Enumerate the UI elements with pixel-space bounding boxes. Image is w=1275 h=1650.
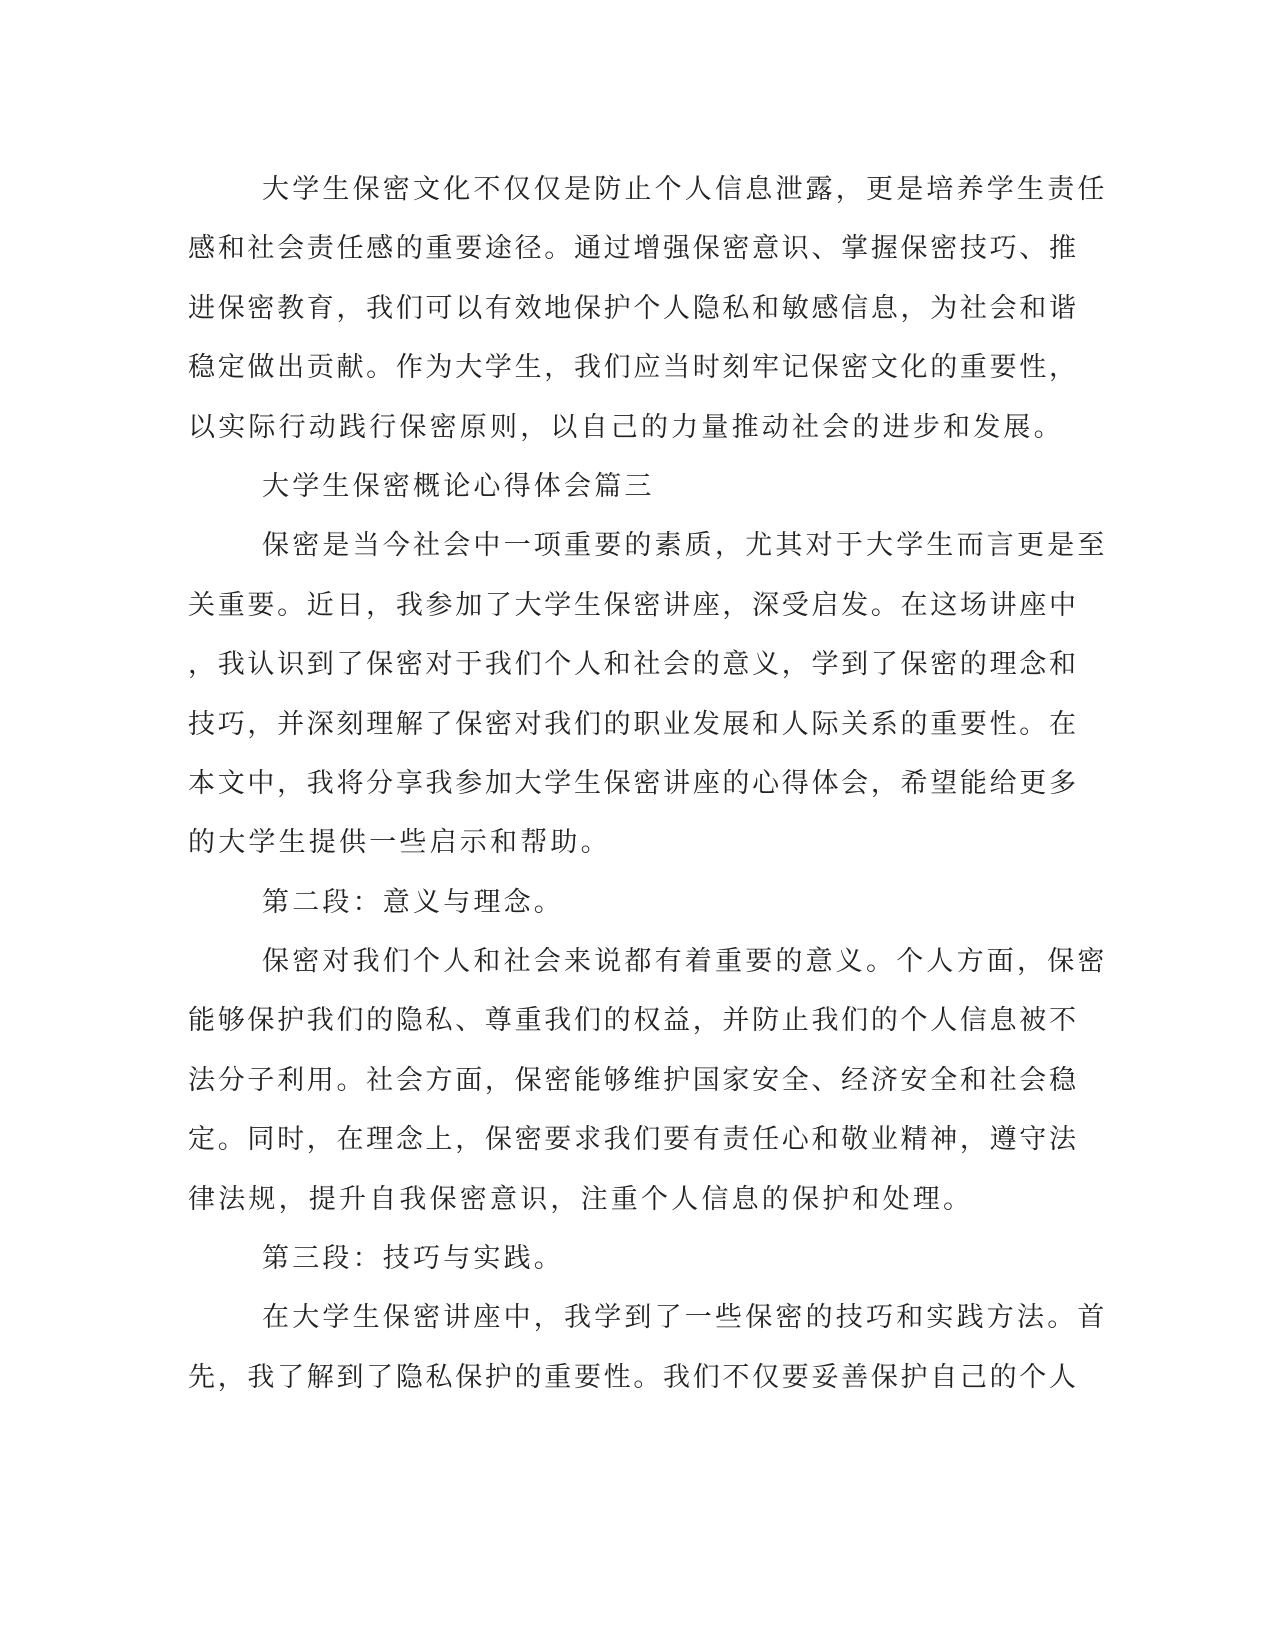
section-heading: 第三段：技巧与实践。 bbox=[262, 1243, 564, 1275]
paragraph-line: 本文中，我将分享我参加大学生保密讲座的心得体会，希望能给更多 bbox=[188, 767, 1076, 799]
section-heading: 第二段：意义与理念。 bbox=[262, 886, 564, 918]
paragraph-line: 稳定做出贡献。作为大学生，我们应当时刻牢记保密文化的重要性， bbox=[188, 352, 1076, 384]
paragraph-line: 大学生保密文化不仅仅是防止个人信息泄露，更是培养学生责任 bbox=[262, 174, 1108, 205]
paragraph-line: ，我认识到了保密对于我们个人和社会的意义，学到了保密的理念和 bbox=[188, 649, 1076, 681]
paragraph-line: 先，我了解到了隐私保护的重要性。我们不仅要妥善保护自己的个人 bbox=[188, 1361, 1076, 1393]
paragraph-line: 定。同时，在理念上，保密要求我们要有责任心和敬业精神，遵守法 bbox=[188, 1124, 1076, 1156]
paragraph-line: 进保密教育，我们可以有效地保护个人隐私和敏感信息，为社会和谐 bbox=[188, 292, 1076, 324]
paragraph-line: 的大学生提供一些启示和帮助。 bbox=[188, 827, 611, 859]
section-heading: 大学生保密概论心得体会篇三 bbox=[262, 470, 655, 502]
paragraph-line: 法分子利用。社会方面，保密能够维护国家安全、经济安全和社会稳 bbox=[188, 1064, 1076, 1096]
paragraph-line: 感和社会责任感的重要途径。通过增强保密意识、掌握保密技巧、推 bbox=[188, 233, 1076, 265]
paragraph-line: 保密是当今社会中一项重要的素质，尤其对于大学生而言更是至 bbox=[262, 530, 1108, 562]
paragraph-line: 在大学生保密讲座中，我学到了一些保密的技巧和实践方法。首 bbox=[262, 1302, 1108, 1334]
paragraph-line: 律法规，提升自我保密意识，注重个人信息的保护和处理。 bbox=[188, 1183, 974, 1215]
document-body bbox=[188, 160, 1108, 1407]
paragraph-line: 技巧，并深刻理解了保密对我们的职业发展和人际关系的重要性。在 bbox=[188, 708, 1076, 740]
paragraph-line: 保密对我们个人和社会来说都有着重要的意义。个人方面，保密 bbox=[262, 946, 1108, 978]
paragraph-line: 能够保护我们的隐私、尊重我们的权益，并防止我们的个人信息被不 bbox=[188, 1005, 1076, 1037]
paragraph-line: 关重要。近日，我参加了大学生保密讲座，深受启发。在这场讲座中 bbox=[188, 589, 1076, 621]
paragraph-line: 以实际行动践行保密原则，以自己的力量推动社会的进步和发展。 bbox=[188, 411, 1064, 443]
